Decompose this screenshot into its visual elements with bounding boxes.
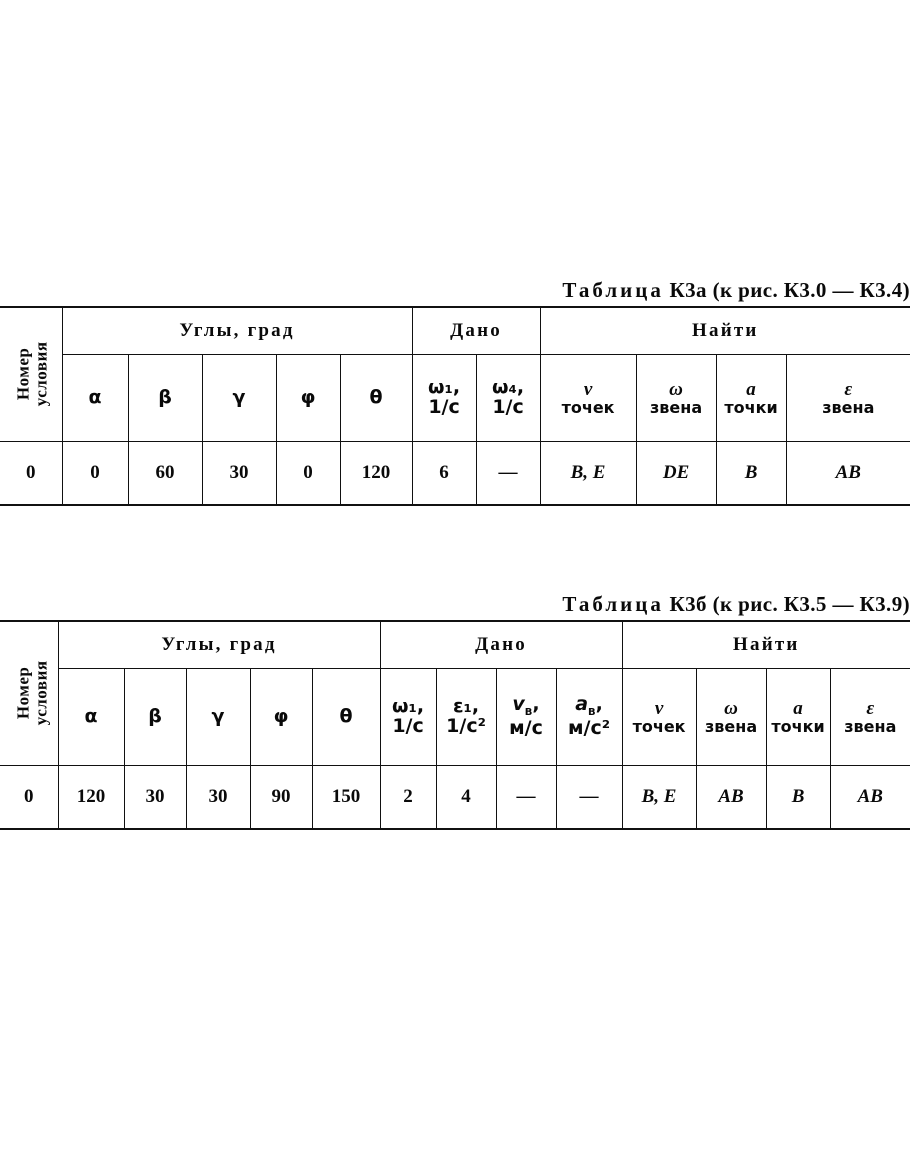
head-eps1-b-line1: ε₁, xyxy=(452,695,480,718)
head-vB-symbol: v xyxy=(512,693,525,716)
head-omega1-line1: ω₁, xyxy=(428,376,461,399)
cell-omega1: 6 xyxy=(412,442,476,506)
number-head-line2-b: условия xyxy=(31,660,51,726)
head-vB-b xyxy=(496,669,556,766)
head-beta: β xyxy=(128,355,202,442)
head-omega4-line1: ω₄, xyxy=(492,376,525,399)
head-phi-b: φ xyxy=(250,669,312,766)
head-omega-link-b xyxy=(696,669,766,766)
head-vB-b-line1: $v_B$, xyxy=(512,693,540,719)
head-v-label-b: точек xyxy=(632,716,686,736)
table-k3b-subheader-row xyxy=(0,669,910,766)
table-k3b-angles-group: Углы, град xyxy=(58,621,380,669)
cell-a-b: B xyxy=(766,766,830,830)
cell-gamma: 30 xyxy=(202,442,276,506)
cell-vB-b: — xyxy=(496,766,556,830)
head-eps-symbol-b: ε xyxy=(866,697,875,719)
head-alpha-b: α xyxy=(58,669,124,766)
head-eps-symbol: ε xyxy=(844,378,853,400)
head-eps-link xyxy=(786,355,910,442)
number-head-line1-b: Номер xyxy=(13,666,33,720)
cell-alpha: 0 xyxy=(62,442,128,506)
head-omega-symbol: ω xyxy=(669,378,683,400)
head-omega1-b xyxy=(380,669,436,766)
table-row xyxy=(0,442,910,506)
head-beta-b: β xyxy=(124,669,186,766)
table-k3a xyxy=(0,306,910,506)
cell-beta: 60 xyxy=(128,442,202,506)
head-omega-symbol-b: ω xyxy=(724,697,738,719)
head-a-point xyxy=(716,355,786,442)
head-v-symbol-b: v xyxy=(654,697,664,719)
cell-omega-b: AB xyxy=(696,766,766,830)
cell-a: B xyxy=(716,442,786,506)
head-v-label: точек xyxy=(561,397,615,417)
table-k3b-grid xyxy=(0,620,910,830)
head-omega4 xyxy=(476,355,540,442)
number-head-line2: условия xyxy=(31,341,51,407)
table-k3a-find-group: Найти xyxy=(540,307,910,355)
head-v-symbol: v xyxy=(583,378,593,400)
head-vB-b-line2: м/с xyxy=(509,716,543,739)
cell-eps: AB xyxy=(786,442,910,506)
head-gamma-b: γ xyxy=(186,669,250,766)
head-vB-sub: B xyxy=(524,707,533,719)
cell-omega1-b: 2 xyxy=(380,766,436,830)
head-aB-b xyxy=(556,669,622,766)
cell-gamma-b: 30 xyxy=(186,766,250,830)
table-row xyxy=(0,766,910,830)
head-eps-label: звена xyxy=(822,397,875,417)
head-omega-link xyxy=(636,355,716,442)
cell-omega: DE xyxy=(636,442,716,506)
head-alpha: α xyxy=(62,355,128,442)
cell-number-b: 0 xyxy=(0,766,58,830)
head-aB-sub: B xyxy=(588,707,596,719)
head-eps-label-b: звена xyxy=(844,716,897,736)
table-a-caption-word: Таблица xyxy=(562,278,664,302)
table-k3a-number-head xyxy=(0,307,62,442)
number-head-line1: Номер xyxy=(13,347,33,401)
table-a-caption xyxy=(0,278,910,303)
table-k3b-group-row xyxy=(0,621,910,669)
table-b-caption-rest: К3б (к рис. К3.5 — К3.9) xyxy=(669,592,910,616)
table-k3a-given-group: Дано xyxy=(412,307,540,355)
table-k3a-grid xyxy=(0,306,910,506)
cell-phi-b: 90 xyxy=(250,766,312,830)
cell-eps-b: AB xyxy=(830,766,910,830)
head-v-points-b xyxy=(622,669,696,766)
head-omega-label-b: звена xyxy=(704,716,758,736)
cell-aB-b: — xyxy=(556,766,622,830)
cell-v: B, E xyxy=(540,442,636,506)
table-k3a-group-row xyxy=(0,307,910,355)
head-aB-b-line1: $a_B$, xyxy=(575,693,603,719)
head-a-symbol: a xyxy=(746,378,756,400)
cell-theta: 120 xyxy=(340,442,412,506)
cell-number: 0 xyxy=(0,442,62,506)
table-k3a-angles-group: Углы, град xyxy=(62,307,412,355)
cell-beta-b: 30 xyxy=(124,766,186,830)
head-aB-b-line2: м/с² xyxy=(568,716,611,739)
cell-phi: 0 xyxy=(276,442,340,506)
head-omega4-line2: 1/с xyxy=(492,396,524,418)
table-k3b-given-group: Дано xyxy=(380,621,622,669)
table-b-caption-word: Таблица xyxy=(562,592,664,616)
head-omega1-b-line2: 1/с xyxy=(392,715,424,737)
head-phi: φ xyxy=(276,355,340,442)
cell-omega4: — xyxy=(476,442,540,506)
head-theta: θ xyxy=(340,355,412,442)
head-theta-b: θ xyxy=(312,669,380,766)
head-a-point-b xyxy=(766,669,830,766)
head-a-label: точки xyxy=(724,397,778,417)
table-k3b-find-group: Найти xyxy=(622,621,910,669)
cell-eps1-b: 4 xyxy=(436,766,496,830)
table-a-caption-rest: К3а (к рис. К3.0 — К3.4) xyxy=(669,278,910,302)
head-omega1-line2: 1/с xyxy=(428,396,460,418)
cell-alpha-b: 120 xyxy=(58,766,124,830)
head-v-points xyxy=(540,355,636,442)
head-omega1-b-line1: ω₁, xyxy=(392,695,425,718)
head-omega-label: звена xyxy=(649,397,703,417)
table-k3b xyxy=(0,620,910,830)
cell-theta-b: 150 xyxy=(312,766,380,830)
head-eps1-b-line2: 1/с² xyxy=(446,715,486,737)
head-eps1-b xyxy=(436,669,496,766)
head-a-label-b: точки xyxy=(771,716,825,736)
head-aB-symbol: a xyxy=(575,693,589,716)
head-omega1 xyxy=(412,355,476,442)
table-b-caption xyxy=(0,592,910,617)
cell-v-b: B, E xyxy=(622,766,696,830)
head-gamma: γ xyxy=(202,355,276,442)
table-k3b-number-head xyxy=(0,621,58,766)
head-eps-link-b xyxy=(830,669,910,766)
head-a-symbol-b: a xyxy=(793,697,803,719)
table-k3a-subheader-row xyxy=(0,355,910,442)
